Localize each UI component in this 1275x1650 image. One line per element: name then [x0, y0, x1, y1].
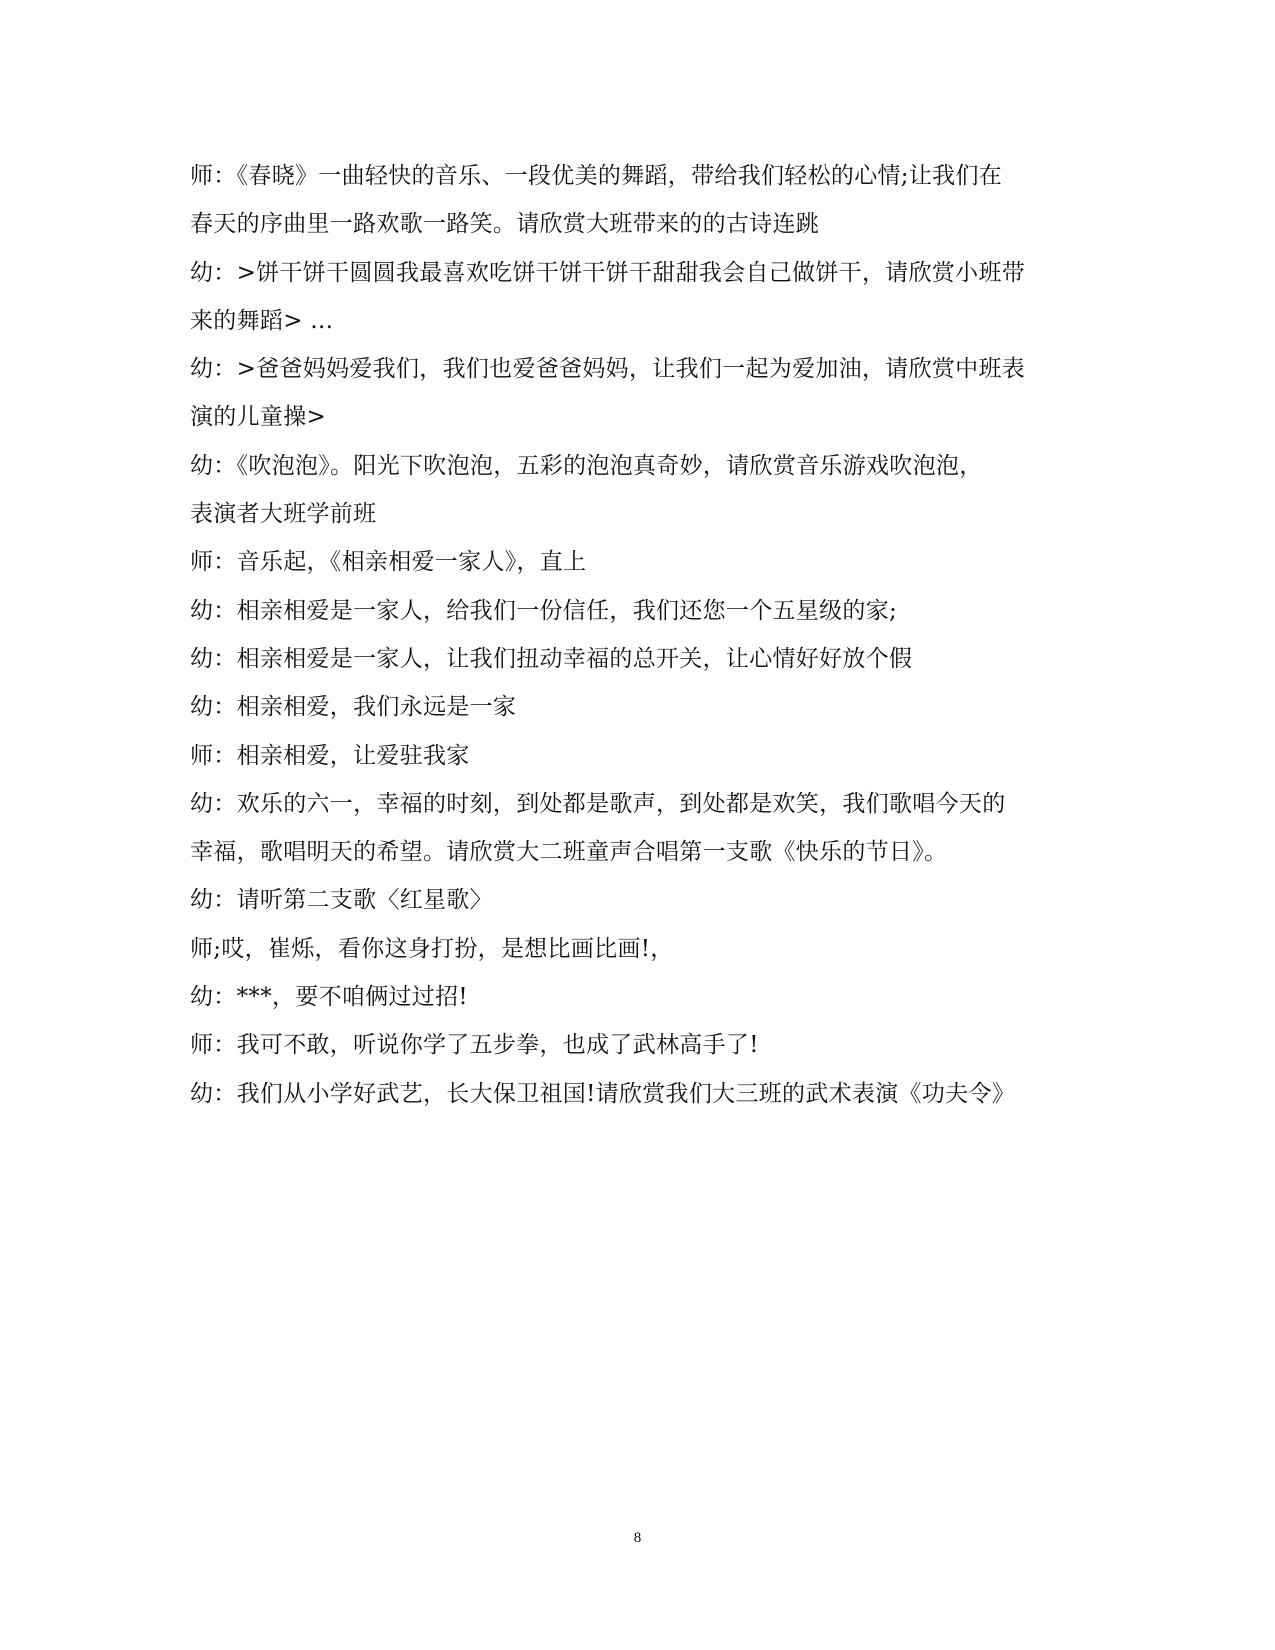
- text-line: 幼：《吹泡泡》。阳光下吹泡泡，五彩的泡泡真奇妙，请欣赏音乐游戏吹泡泡，: [190, 452, 983, 479]
- text-line: 幼：>饼干饼干圆圆我最喜欢吃饼干饼干饼干甜甜我会自己做饼干，请欣赏小班带: [190, 259, 1026, 286]
- text-line: 来的舞蹈> ...: [190, 307, 334, 334]
- text-line: 演的儿童操>: [190, 404, 327, 431]
- text-line: 幼：相亲相爱是一家人，让我们扭动幸福的总开关，让心情好好放个假: [190, 645, 913, 672]
- text-line: 幼：欢乐的六一，幸福的时刻，到处都是歌声，到处都是欢笑，我们歌唱今天的: [190, 790, 1006, 817]
- text-line: 幼：我们从小学好武艺，长大保卫祖国!请欣赏我们大三班的武术表演《功夫令》: [190, 1080, 1016, 1107]
- text-line: 师：相亲相爱，让爱驻我家: [190, 742, 470, 769]
- text-line: 表演者大班学前班: [190, 501, 377, 528]
- page-number: 8: [633, 1530, 642, 1546]
- text-line: 春天的序曲里一路欢歌一路笑。请欣赏大班带来的的古诗连跳: [190, 211, 820, 238]
- text-line: 幼：相亲相爱，我们永远是一家: [190, 694, 517, 721]
- text-line: 幼：相亲相爱是一家人，给我们一份信任，我们还您一个五星级的家;: [190, 597, 898, 624]
- text-line: 师;哎，崔烁，看你这身打扮，是想比画比画!，: [190, 935, 674, 962]
- text-line: 师：我可不敢，听说你学了五步拳，也成了武林高手了!: [190, 1032, 759, 1059]
- text-line: 幸福，歌唱明天的希望。请欣赏大二班童声合唱第一支歌《快乐的节日》。: [190, 839, 948, 866]
- text-line: 幼：请听第二支歌〈红星歌〉: [190, 887, 493, 914]
- document-body: [190, 152, 1095, 1118]
- text-line: 幼：>爸爸妈妈爱我们，我们也爱爸爸妈妈，让我们一起为爱加油，请欣赏中班表: [190, 356, 1026, 383]
- text-line: 师：音乐起，《相亲相爱一家人》，直上: [190, 549, 587, 576]
- text-line: 幼：***，要不咱俩过过招!: [190, 984, 468, 1011]
- text-line: 师：《春晓》一曲轻快的音乐、一段优美的舞蹈，带给我们轻松的心情;让我们在: [190, 163, 1003, 189]
